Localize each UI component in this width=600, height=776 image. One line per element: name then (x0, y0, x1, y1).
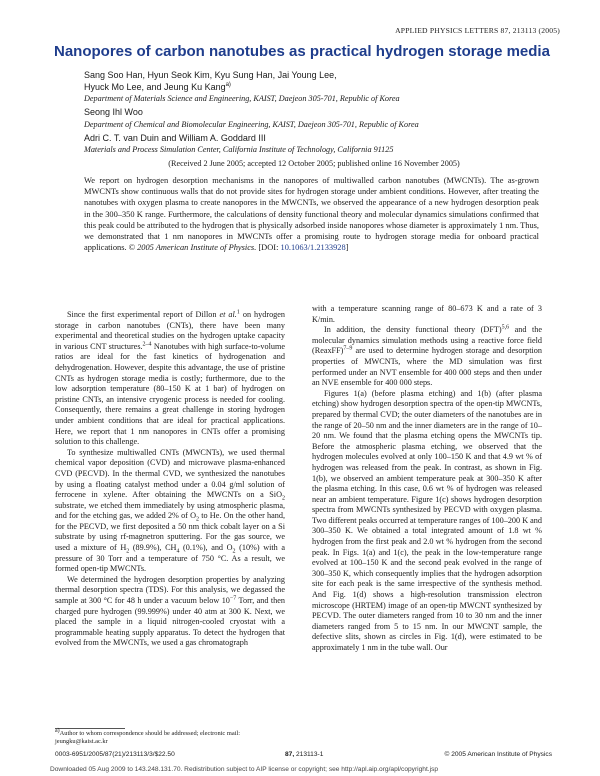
authors-line: Sang Soo Han, Hyun Seok Kim, Kyu Sung Han, Jai Young Lee, (84, 70, 337, 80)
copyright-notice: © 2005 American Institute of Physics. (128, 243, 257, 253)
abstract: We report on hydrogen desorption mechanisms in the nanopores of multiwalled carbon nanotubes (MWCNTs). The as-grown MWCNTs show continuous walls that do not provide sites for hydrogen storage under ambient conditions. However, after treating the nanotubes with oxygen plasma to create nanopores in the MWCNTs, we observed the appearance of a new hydrogen desorption peak in the 300–350 K range. Furthermore, the calculations of density functional theory and molecular dynamics simulations confirmed that this peak could be attributed to the hydrogen that is physically adsorbed inside nanopores whose diameter is approximately 1 nm. Thus, we demonstrated that 1 nm nanopores in MWCNTs offer a promising route to hydrogen storage media for onboard practical applications. © 2005 American Institute of Physics. [DOI: 10.1063/1.2133928] (84, 176, 539, 253)
author-group-2 (84, 107, 554, 130)
paragraph: Since the first experimental report of Dillon et al.$^1$ on hydrogen storage in carbon nanotubes (CNTs), there have been many experimental and theoretical studies on the hydrogen uptake capacity in various CNT structures.$^{2-4}$ Nanotubes with high surface-to-volume ratios are ideal for the fast kinetics of hydrogenation and dehydrogenation. However, despite this advantage, the use of pristine CNTs as hydrogen storage media is costly; furthermore, due to the low adsorption temperature (80–150 K at 1 bar) of hydrogen on pristine CNTs, an intensive cryogenic process is needed for cooling. Consequently, there remains a great challenge in storing hydrogen under ambient conditions that are ideal for practical applications. Here, we report that 1 nm nanopores in CNTs offer a promising solution to this challenge. (55, 309, 285, 447)
front-matter (84, 70, 554, 253)
paragraph: We determined the hydrogen desorption properties by analyzing thermal desorption spectra (TDS). For this analysis, we degassed the sample at 300 °C for 48 h under a vacuum below $10^{-7}$ Torr, and then charged pure hydrogen (99.999%) under 40 atm at 300 K. Next, we placed the sample in a liquid nitrogen-cooled cryostat with a programmable heating supply apparatus. To detect the hydrogen that evolved from the MWCNTs, we used a gas chromatograph (55, 574, 285, 648)
author-group-3 (84, 133, 554, 156)
paragraph: Figures 1(a) (before plasma etching) and 1(b) (after plasma etching) show hydrogen desorption spectra of the open-tip MWCNTs, prepared by thermal CVD; the outer diameters of the nanotubes are in the range of 20–50 nm and the inner diameters are in the range of 10–20 nm. We found that the plasma etching opens the MWCNTs tip. Before the atmospheric plasma etching, we observed that the hydrogen molecules evolved at only 100–150 K and that 4.9 wt % of hydrogen was released from the peak. In contrast, as shown in Fig. 1(b), we observed an ambient temperature peak at 300–350 K after the plasma etching. In this case, 0.6 wt % of hydrogen was released near an ambient temperature. Figure 1(c) shows hydrogen desorption spectra from MWCNTs synthesized by PECVD with oxygen plasma. Two different peaks occurred at temperature ranges of 100–200 K and 300–350 K. We obtained a total integrated amount of 1.8 wt % hydrogen from the first peak and 2.0 wt % hydrogen from the second peak. In Figs. 1(a) and 1(c), the peak in the low-temperature range evolved at 100–150 K and the second peak evolved in the range of 300–350 K, which consequently implies that the hydrogen adsorption site for each peak is the same irrespective of the synthesis method. And Fig. 1(d) shows a high-resolution transmission electron microscope (HRTEM) image of an open-tip MWCNT synthesized by PECVD. The outer diameters ranged from 10 to 30 nm and the inner diameters ranged from 5 to 15 nm. In our MWCNT sample, the defective slits, shown as circles in Fig. 1(d), were estimated to be approximately 1 nm in the tube wall. Our (312, 388, 542, 652)
issn-line: 0003-6951/2005/87(21)/213113/3/$22.50 (55, 751, 175, 758)
download-notice: Downloaded 05 Aug 2009 to 143.248.131.70. Redistribution subject to AIP license or copyright; see http://apl.aip.org/apl/copyright.jsp (50, 766, 439, 773)
footnote: $^{a)}$Author to whom correspondence should be addressed; electronic mail: jeungku@kaist.ac.kr (55, 727, 240, 745)
affiliation: Department of Chemical and Biomolecular Engineering, KAIST, Daejeon 305-701, Republic of Korea (84, 119, 419, 129)
affiliation: Materials and Process Simulation Center, California Institute of Technology, California 91125 (84, 145, 394, 154)
body-column-left (55, 310, 285, 649)
copyright-footer: © 2005 American Institute of Physics (444, 751, 552, 758)
received-dates: (Received 2 June 2005; accepted 12 October 2005; published online 16 November 2005) (168, 159, 460, 168)
corresponding-author-mark: a) (225, 81, 231, 88)
authors-line: Adri C. T. van Duin and William A. Goddard III (84, 132, 266, 143)
journal-header: APPLIED PHYSICS LETTERS 87, 213113 (2005) (395, 26, 560, 35)
footnote-divider (55, 728, 125, 729)
page-footer (55, 751, 552, 759)
doi-link[interactable]: 10.1063/1.2133928 (280, 243, 346, 253)
authors-line: Hyuck Mo Lee, and Jeung Ku Kang$^{a)}$ (84, 81, 231, 92)
paragraph: In addition, the density functional theory (DFT)$^{5,6}$ and the molecular dynamics simulation methods using a reactive force field (ReaxFF)$^{7-9}$ are used to determine hydrogen storage and desorption properties of MWCNTs, where the MD simulation was first performed under an NVT ensemble for 400 000 steps and then under an NVE ensemble for 400 000 steps. (312, 324, 543, 388)
authors-line: Seong Ihl Woo (84, 107, 143, 117)
paragraph: To synthesize multiwalled CNTs (MWCNTs), we used thermal chemical vapor deposition (CVD) and microwave plasma-enhanced CVD (PECVD). In the thermal CVD, we synthesized the nanotubes by using a floating catalyst method under a 0.04 g/ml solution of ferrocene in xylene. After obtaining the MWCNTs on a SiO$_2$ substrate, we etched them immediately by using atmospheric plasma, and for the etching gas, we added 2% of $O_2$ to He. On the other hand, for the PECVD, we first deposited a 50 nm thick cobalt layer on a Si substrate by using rf-magnetron sputtering. For the gas source, we used a mixture of $H_2$ (89.9%), $CH_4$ (0.1%), and $O_2$ (10%) with a pressure of 30 Torr and a temperature of 750 °C. As a result, we formed open-tip MWCNTs. (55, 447, 285, 574)
page-number: 87, 213113-1 (285, 751, 324, 758)
paper-title: Nanopores of carbon nanotubes as practical hydrogen storage media (54, 43, 550, 60)
paragraph: with a temperature scanning range of 80–673 K and a rate of 3 K/min. (312, 304, 542, 324)
body-column-right (312, 304, 542, 654)
author-group-1 (84, 70, 554, 104)
affiliation: Department of Materials Science and Engineering, KAIST, Daejeon 305-701, Republic of Korea (84, 94, 400, 103)
